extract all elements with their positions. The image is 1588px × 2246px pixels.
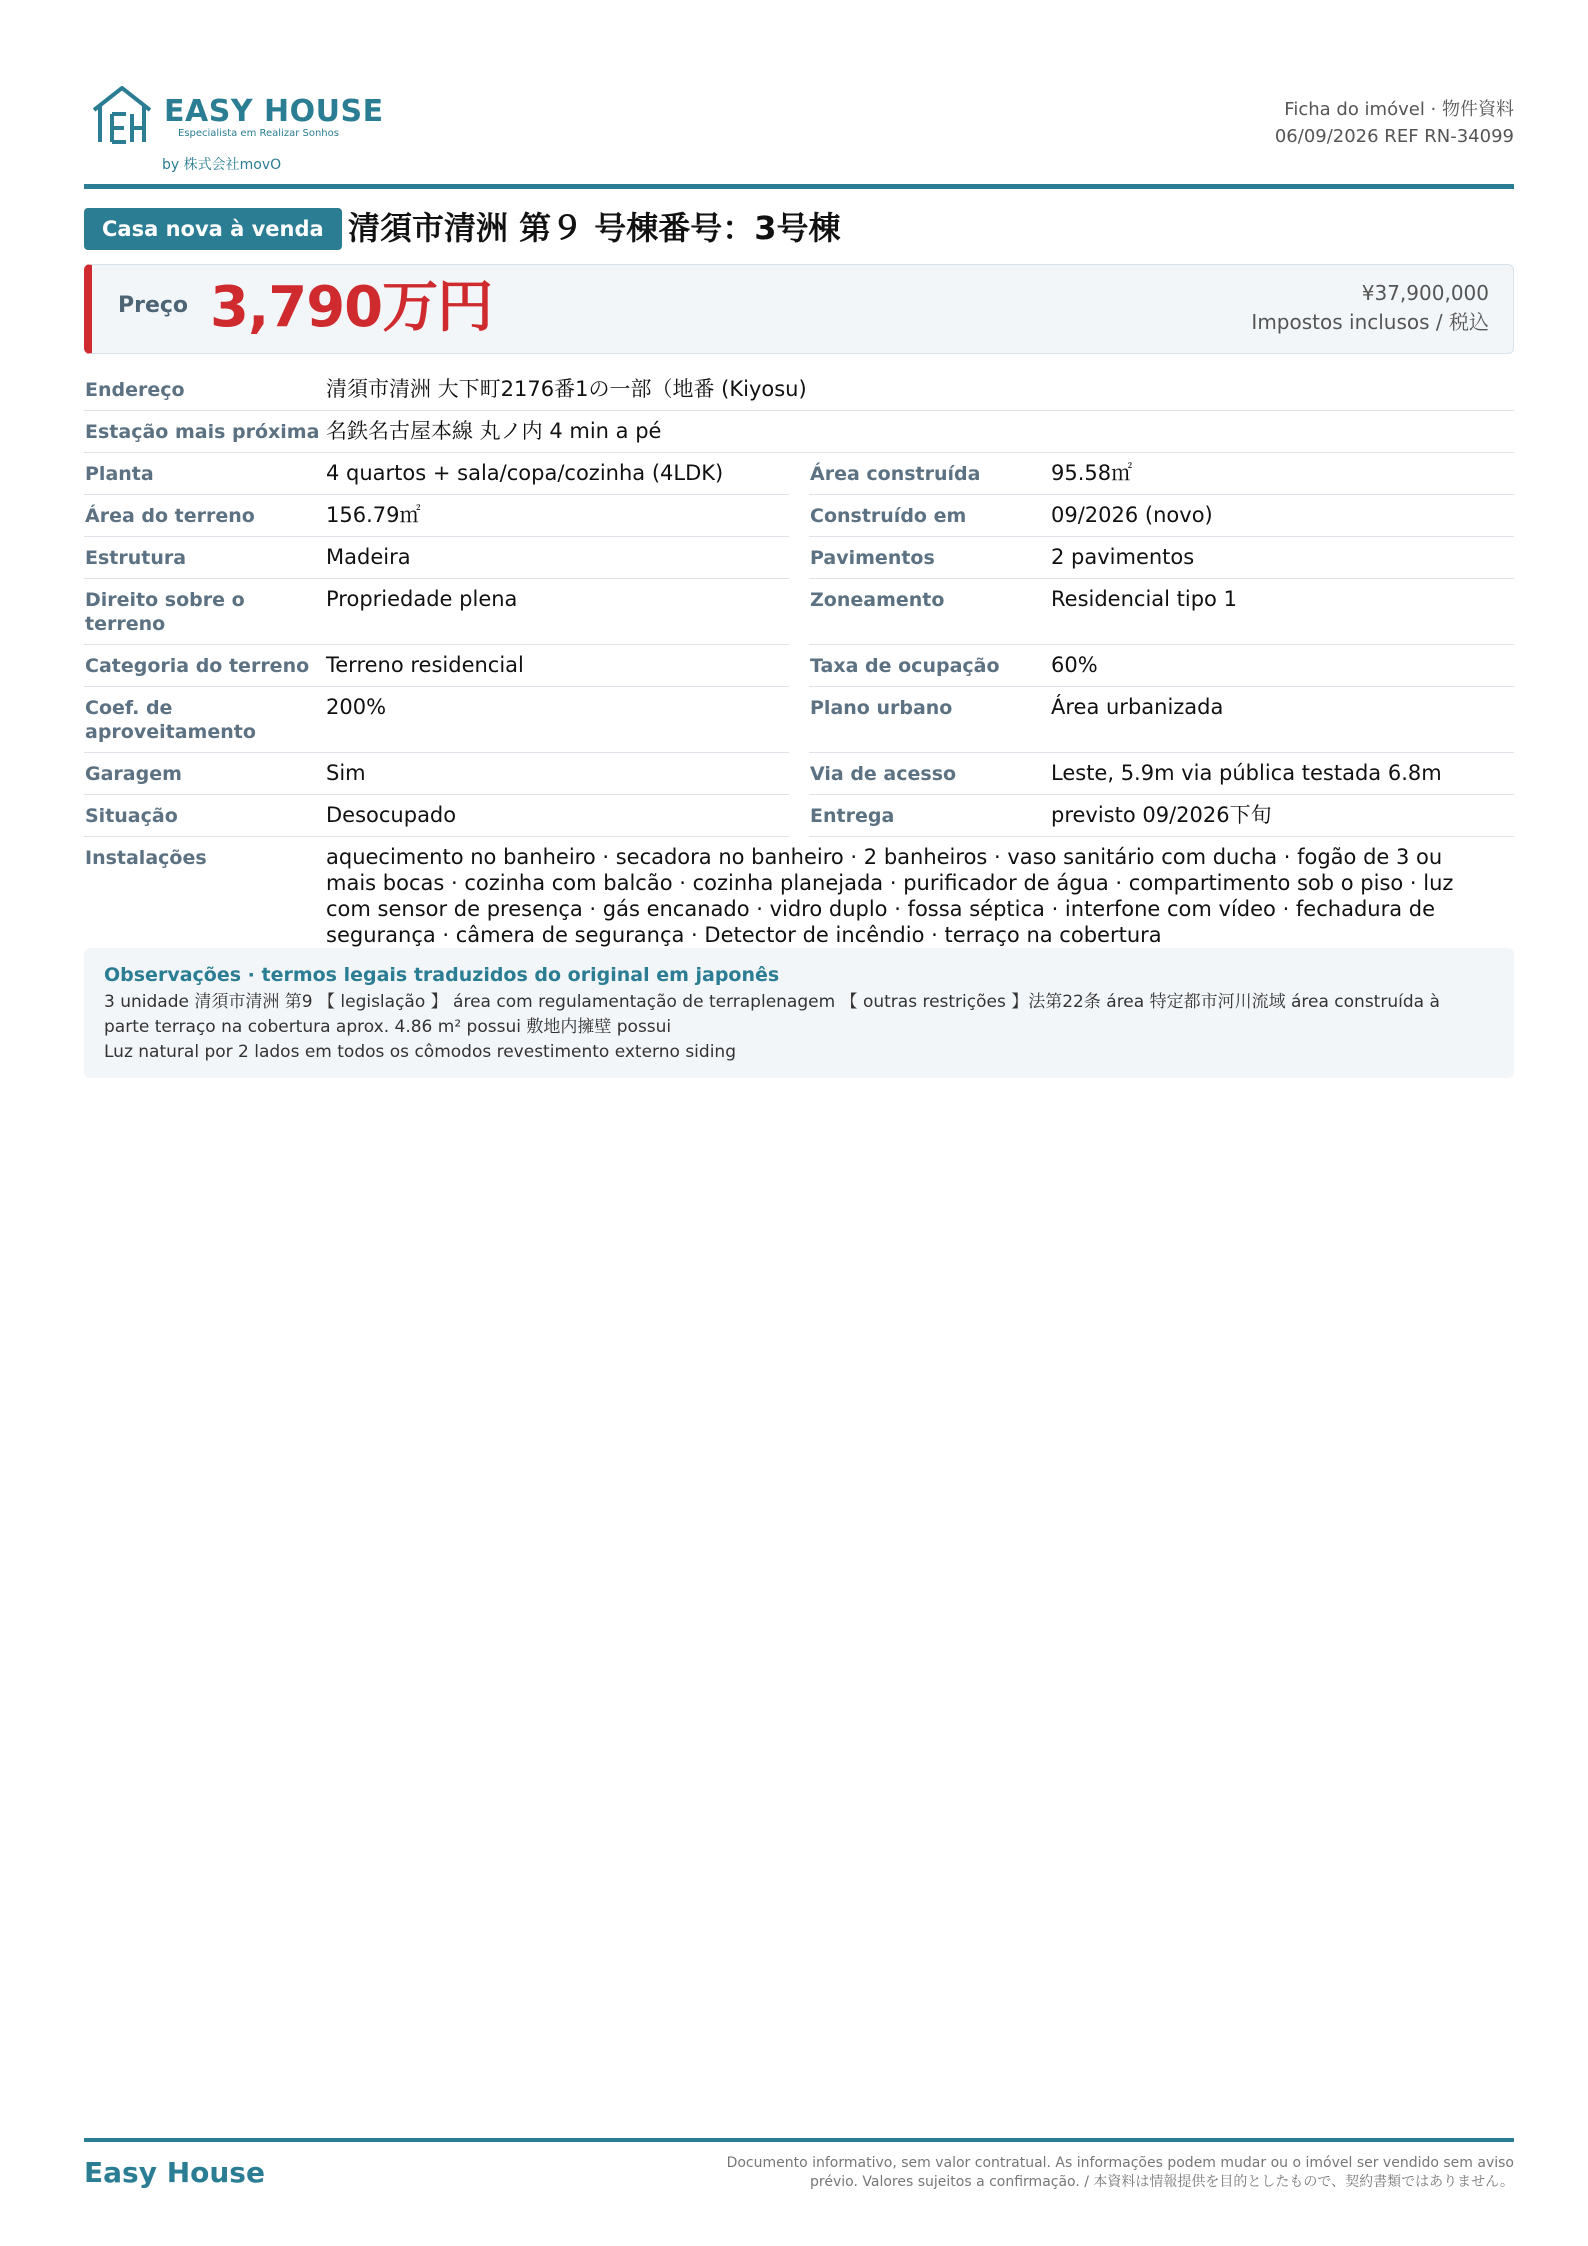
detail-row bbox=[84, 795, 1514, 837]
notes-line: Luz natural por 2 lados em todos os cômodos revestimento externo siding bbox=[104, 1042, 736, 1062]
header bbox=[84, 80, 1514, 180]
detail-label: Categoria do terreno bbox=[85, 655, 310, 677]
house-logo-icon bbox=[90, 84, 154, 146]
detail-value: 95.58㎡ bbox=[1051, 461, 1133, 485]
notes-line: 3 unidade 清須市清洲 第9 【 legislação 】 área com regulamentação de terraplenagem 【 outras restrições 】法第22条 área 特定都市河川流域 área construída à bbox=[104, 992, 1440, 1012]
detail-row-station bbox=[84, 411, 1514, 453]
logo-name: EASY HOUSE bbox=[164, 94, 384, 129]
detail-row bbox=[84, 687, 1514, 753]
logo-tagline: Especialista em Realizar Sonhos bbox=[178, 128, 339, 139]
detail-label: Pavimentos bbox=[810, 547, 935, 569]
property-sheet bbox=[84, 0, 1514, 2246]
doc-type: Ficha do imóvel · 物件資料 bbox=[1284, 99, 1514, 120]
logo bbox=[90, 84, 390, 174]
detail-value: Sim bbox=[326, 761, 366, 785]
detail-value: Leste, 5.9m via pública testada 6.8m bbox=[1051, 761, 1442, 785]
detail-label: Coef. de aproveitamento bbox=[85, 697, 256, 743]
detail-value: Desocupado bbox=[326, 803, 457, 827]
detail-value: Área urbanizada bbox=[1051, 695, 1224, 719]
price-yen-full: ¥37,900,000 bbox=[1361, 281, 1489, 305]
disclaimer-line: prévio. Valores sujeitos a confirmação. / 本資料は情報提供を目的としたもので、契約書類ではありません。 bbox=[810, 2174, 1514, 2190]
price-box bbox=[84, 264, 1514, 354]
detail-row bbox=[84, 579, 1514, 645]
detail-label: Taxa de ocupação bbox=[810, 655, 1000, 677]
date-ref: 06/09/2026 REF RN-34099 bbox=[1274, 126, 1514, 147]
detail-value: 名鉄名古屋本線 丸ノ内 4 min a pé bbox=[326, 419, 662, 443]
detail-label: Área do terreno bbox=[85, 505, 255, 527]
detail-value: previsto 09/2026下旬 bbox=[1051, 803, 1272, 827]
facilities-list: aquecimento no banheiro · secadora no banheiro · 2 banheiros · vaso sanitário com ducha · fogão de 3 ou mais bocas · cozinha com balcão · cozinha planejada · purificador de água · compartimento sob o piso · luz com sensor de presença · gás encanado · vidro duplo · fossa séptica · interfone com vídeo · fechadura de segurança · câmera de segurança · Detector de incêndio · terraço na cobertura bbox=[326, 845, 1454, 947]
detail-label: Área construída bbox=[810, 463, 981, 485]
price-value: 3,790万円 bbox=[210, 275, 493, 340]
detail-value: Residencial tipo 1 bbox=[1051, 587, 1237, 611]
notes-title: Observações · termos legais traduzidos do original em japonês bbox=[104, 964, 780, 986]
detail-value: 156.79㎡ bbox=[326, 503, 421, 527]
detail-label: Planta bbox=[85, 463, 154, 485]
notes-line: parte terraço na cobertura aprox. 4.86 m² possui 敷地内擁壁 possui bbox=[104, 1017, 672, 1037]
detail-label: Plano urbano bbox=[810, 697, 953, 719]
detail-label: Endereço bbox=[85, 379, 185, 401]
detail-value: 09/2026 (novo) bbox=[1051, 503, 1213, 527]
detail-label: Instalações bbox=[85, 847, 207, 869]
detail-row bbox=[84, 645, 1514, 687]
footer-divider bbox=[84, 2138, 1514, 2142]
header-meta bbox=[1275, 96, 1514, 150]
disclaimer-line: Documento informativo, sem valor contratual. As informações podem mudar ou o imóvel ser vendido sem aviso bbox=[726, 2155, 1514, 2171]
detail-row-address bbox=[84, 369, 1514, 411]
detail-row bbox=[84, 537, 1514, 579]
detail-row bbox=[84, 495, 1514, 537]
detail-value: 2 pavimentos bbox=[1051, 545, 1195, 569]
detail-value: Propriedade plena bbox=[326, 587, 518, 611]
detail-row-facilities bbox=[84, 837, 1514, 957]
detail-label: Construído em bbox=[810, 505, 967, 527]
footer-disclaimer bbox=[727, 2154, 1514, 2192]
detail-value: Madeira bbox=[326, 545, 411, 569]
detail-label: Estação mais próxima bbox=[85, 421, 320, 443]
notes-box bbox=[84, 948, 1514, 1078]
footer-brand: Easy House bbox=[84, 2156, 265, 2189]
detail-value: 200% bbox=[326, 695, 387, 719]
detail-label: Garagem bbox=[85, 763, 182, 785]
detail-value: 60% bbox=[1051, 653, 1098, 677]
detail-label: Entrega bbox=[810, 805, 895, 827]
detail-label: Zoneamento bbox=[810, 589, 945, 611]
detail-value: 清須市清洲 大下町2176番1の一部（地番 (Kiyosu) bbox=[326, 377, 807, 401]
logo-by: by 株式会社movO bbox=[162, 157, 282, 173]
title-row bbox=[84, 206, 1514, 250]
listing-type-badge: Casa nova à venda bbox=[84, 208, 342, 250]
details-table bbox=[84, 369, 1514, 957]
detail-value: Terreno residencial bbox=[326, 653, 524, 677]
listing-title: 清須市清洲 第９ 号棟番号：3号棟 bbox=[348, 209, 841, 247]
detail-label: Situação bbox=[85, 805, 178, 827]
detail-label: Estrutura bbox=[85, 547, 187, 569]
price-detail bbox=[1251, 279, 1489, 337]
detail-row bbox=[84, 453, 1514, 495]
detail-label: Via de acesso bbox=[810, 763, 957, 785]
detail-label: Direito sobre o terreno bbox=[85, 589, 245, 635]
detail-row bbox=[84, 753, 1514, 795]
price-tax-note: Impostos inclusos / 税込 bbox=[1251, 310, 1489, 334]
header-divider bbox=[84, 184, 1514, 189]
detail-value: 4 quartos + sala/copa/cozinha (4LDK) bbox=[326, 461, 724, 485]
price-label: Preço bbox=[118, 293, 189, 318]
